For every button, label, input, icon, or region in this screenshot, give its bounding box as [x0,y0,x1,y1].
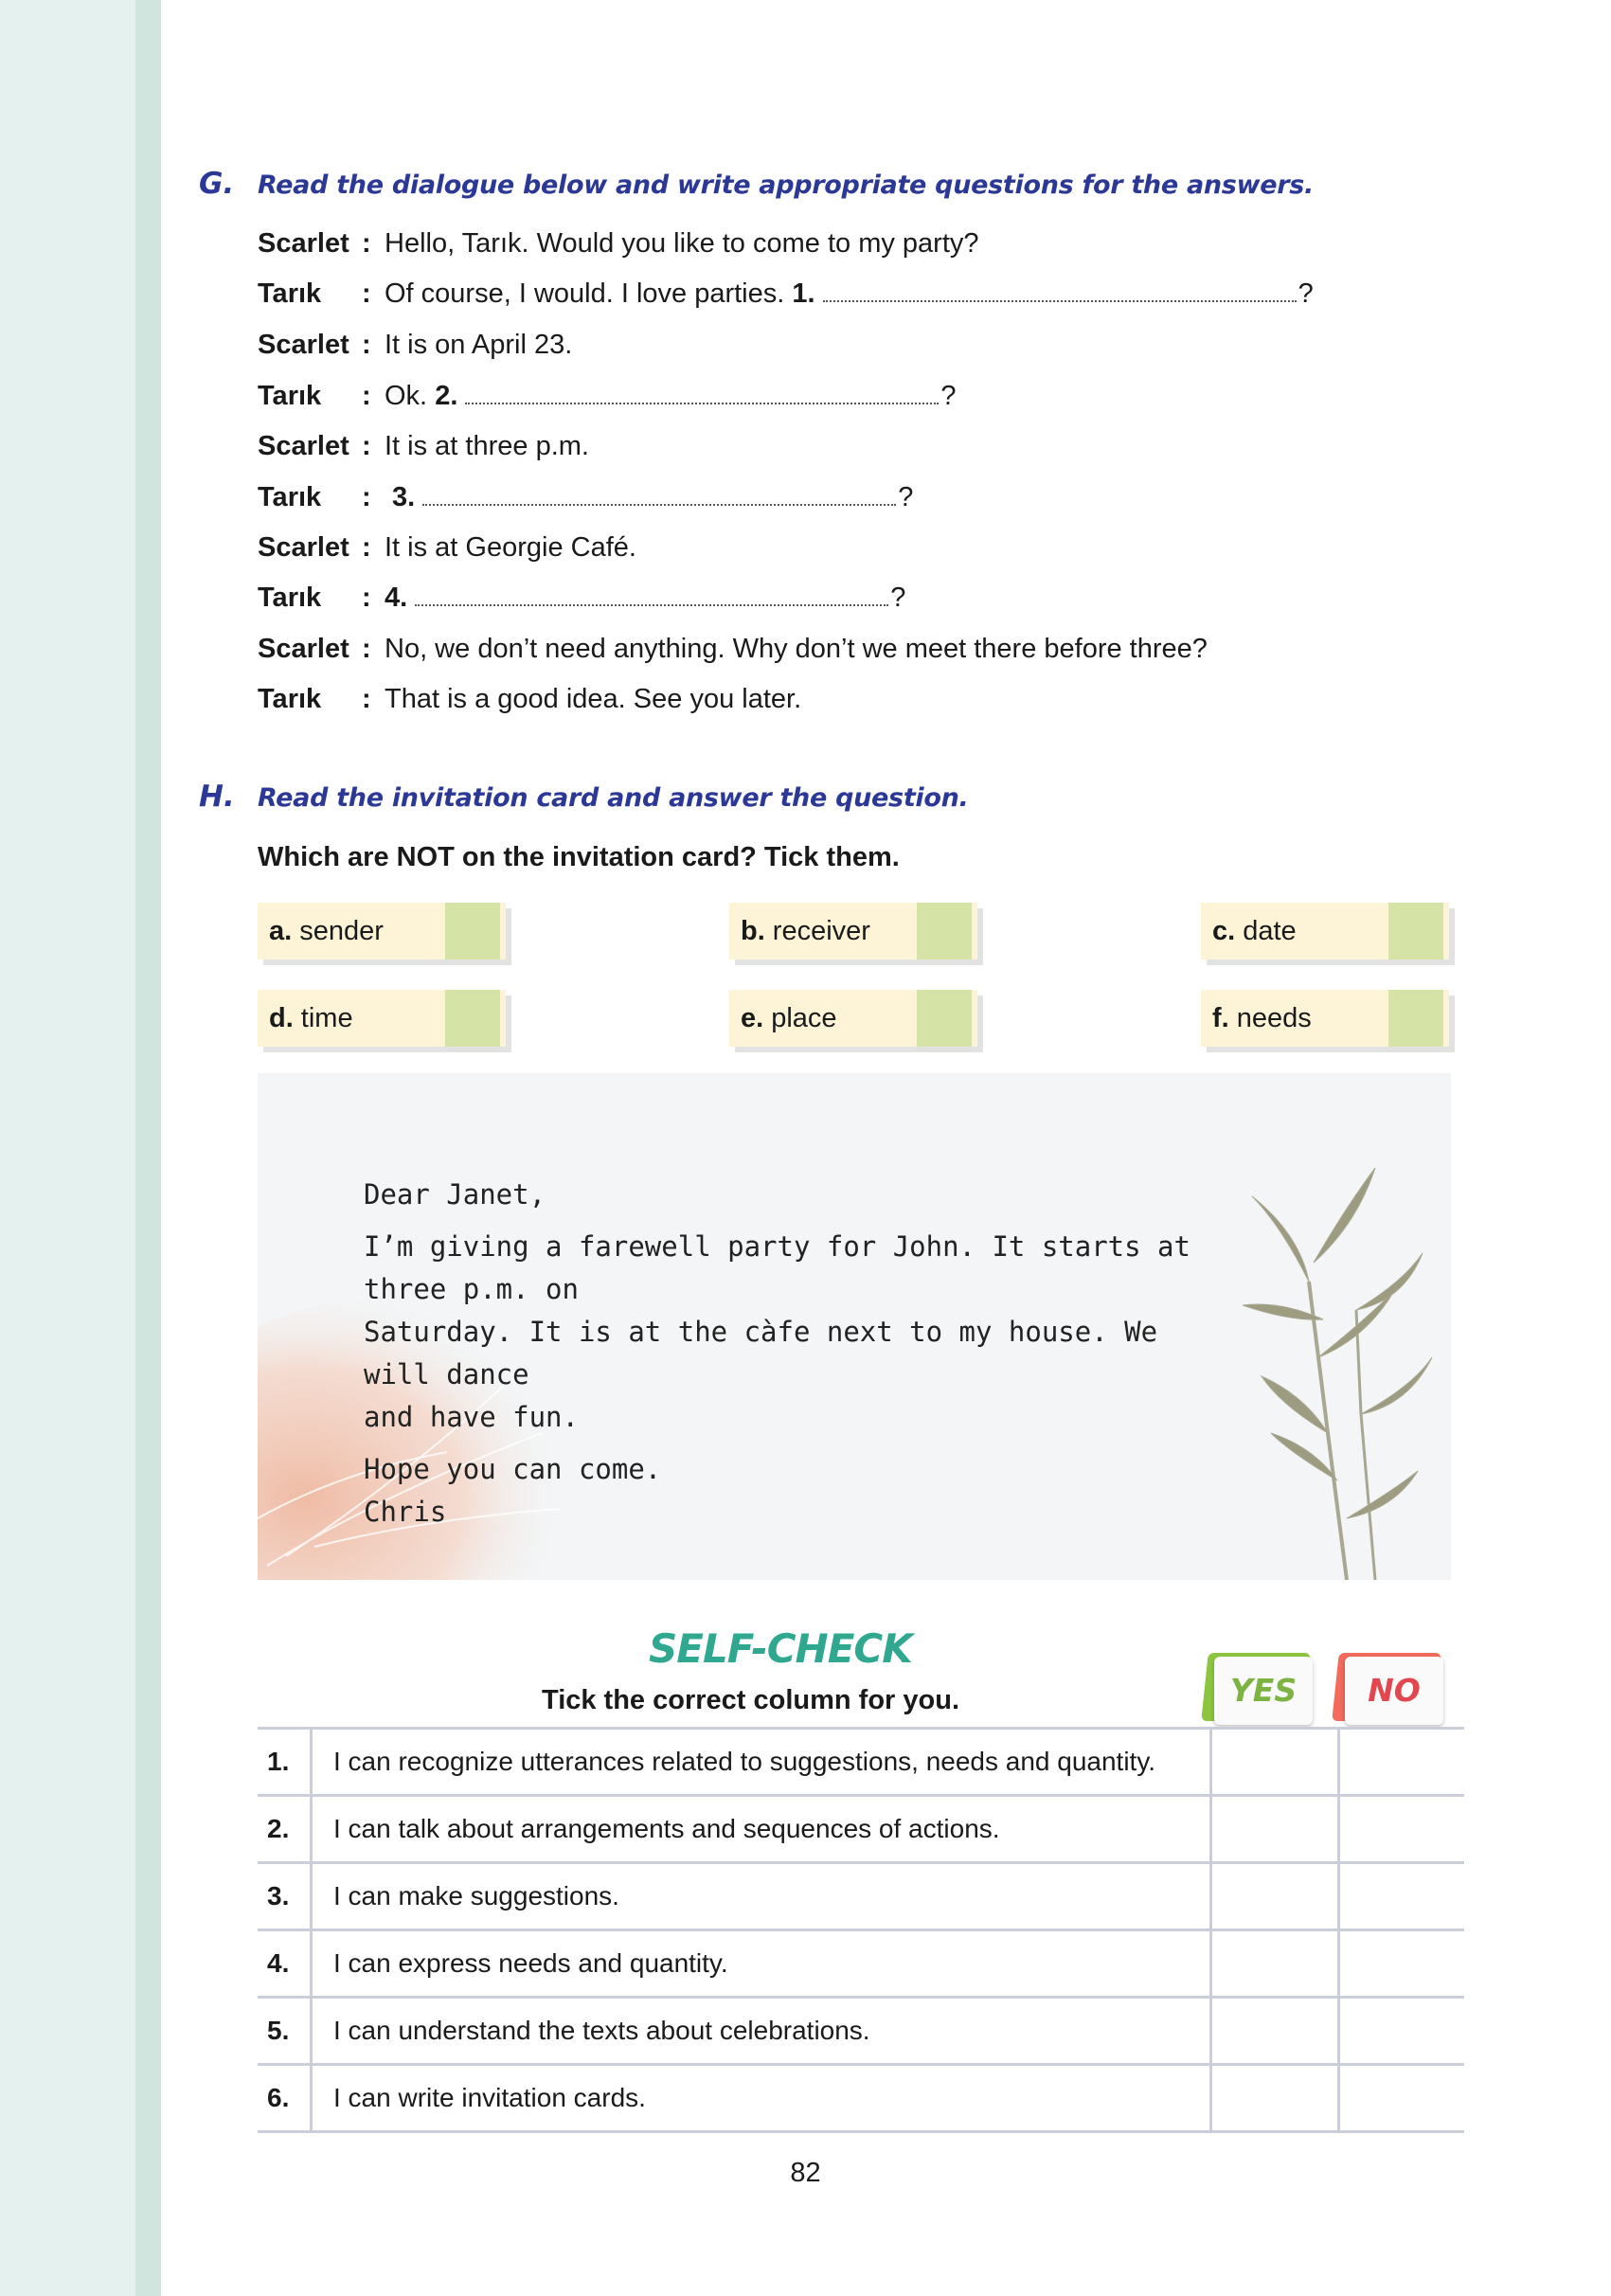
option-letter: b. [741,916,765,946]
table-row [258,2066,1464,2133]
blank-number: 4. [385,583,408,613]
tick-box[interactable] [1388,990,1443,1047]
self-check-table [258,1730,1464,2133]
blank-number: 3. [392,482,416,512]
line-text: That is a good idea. See you later. [385,684,802,714]
speaker: Tarık [258,278,322,309]
tick-box[interactable] [917,903,972,960]
table-row [258,1864,1464,1931]
question-mark: ? [940,381,957,411]
line-text: It is at Georgie Café. [385,532,636,563]
row-number: 1. [267,1747,290,1776]
table-row [258,1931,1464,1999]
row-text: I can recognize utterances related to suggestions, needs and quantity. [333,1747,1156,1776]
colon: : [362,330,371,360]
colon: : [362,381,371,411]
blank-number: 1. [792,278,815,309]
answer-blank[interactable] [465,384,939,404]
speaker: Tarık [258,381,322,411]
yes-column-header [1205,1653,1316,1725]
question-mark: ? [1298,278,1314,309]
section-g-title: Read the dialogue below and write appropriate questions for the answers. [258,170,1314,200]
yes-label: YES [1214,1657,1313,1725]
blank-number: 2. [435,381,458,411]
bamboo-icon [1243,1168,1432,1580]
page-margin-strip-inner [135,0,161,2296]
option-sender [258,903,506,960]
page-margin-strip [0,0,135,2296]
option-label: place [771,1003,837,1033]
colon: : [362,684,371,714]
colon: : [362,228,371,259]
line-text: No, we don’t need anything. Why don’t we meet there before three? [385,634,1208,664]
row-text: I can express needs and quantity. [333,1948,728,1978]
line-text: Hello, Tarık. Would you like to come to my party? [385,228,979,259]
yes-cell[interactable] [1212,1797,1337,1861]
invitation-card [258,1073,1451,1580]
answer-blank[interactable] [422,485,896,506]
speaker: Tarık [258,482,322,512]
option-place [729,990,977,1047]
option-letter: a. [269,916,293,946]
table-row [258,1797,1464,1864]
body-line: I’m giving a farewell party for John. It starts at three p.m. on [364,1230,1190,1305]
option-time [258,990,506,1047]
section-g-letter: G. [199,167,235,201]
no-cell[interactable] [1340,1797,1464,1861]
line-text: It is on April 23. [385,330,573,360]
option-label: sender [299,916,384,946]
row-number: 5. [267,2016,290,2045]
invitation-text [364,1174,1235,1534]
speaker: Tarık [258,583,322,613]
self-check-subtitle: Tick the correct column for you. [542,1685,960,1715]
yes-cell[interactable] [1212,1730,1337,1794]
line-text: It is at three p.m. [385,431,589,461]
option-label: date [1243,916,1297,946]
body-line: Saturday. It is at the càfe next to my house. We will dance [364,1316,1158,1390]
row-text: I can understand the texts about celebrations. [333,2016,870,2045]
no-label: NO [1345,1657,1443,1725]
closing: Hope you can come. [364,1453,662,1485]
no-cell[interactable] [1340,1931,1464,1996]
question-mark: ? [890,583,906,613]
colon: : [362,532,371,563]
no-cell[interactable] [1340,1864,1464,1928]
tick-box[interactable] [445,903,500,960]
speaker: Tarık [258,684,322,714]
row-number: 2. [267,1814,290,1843]
row-text: I can write invitation cards. [333,2083,646,2112]
row-text: I can make suggestions. [333,1881,619,1910]
answer-blank[interactable] [415,585,888,606]
speaker: Scarlet [258,532,349,563]
table-row [258,1730,1464,1797]
colon: : [362,278,371,309]
no-cell[interactable] [1340,2066,1464,2130]
greeting: Dear Janet, [364,1178,546,1211]
yes-cell[interactable] [1212,1931,1337,1996]
no-column-header [1335,1653,1447,1725]
yes-cell[interactable] [1212,2066,1337,2130]
yes-cell[interactable] [1212,1999,1337,2063]
option-receiver [729,903,977,960]
speaker: Scarlet [258,431,349,461]
tick-box[interactable] [1388,903,1443,960]
body-line: and have fun. [364,1401,579,1433]
tick-box[interactable] [445,990,500,1047]
signature: Chris [364,1496,447,1528]
colon: : [362,634,371,664]
section-h-title: Read the invitation card and answer the question. [258,783,969,813]
row-number: 3. [267,1881,290,1910]
row-number: 4. [267,1948,290,1978]
answer-blank[interactable] [823,281,1297,302]
tick-box[interactable] [917,990,972,1047]
option-letter: f. [1212,1003,1229,1033]
speaker: Scarlet [258,330,349,360]
table-row [258,1999,1464,2066]
question-text: Which are NOT on the invitation card? Tick them. [258,842,900,872]
no-cell[interactable] [1340,1730,1464,1794]
option-needs [1201,990,1449,1047]
colon: : [362,482,371,512]
question-mark: ? [898,482,914,512]
option-label: needs [1236,1003,1312,1033]
line-text: Of course, I would. I love parties. [385,278,785,309]
colon: : [362,583,371,613]
line-text: Ok. [385,381,428,411]
option-label: time [300,1003,353,1033]
no-cell[interactable] [1340,1999,1464,2063]
row-text: I can talk about arrangements and sequences of actions. [333,1814,1000,1843]
yes-cell[interactable] [1212,1864,1337,1928]
self-check-title: SELF-CHECK [649,1625,912,1672]
colon: : [362,431,371,461]
option-date [1201,903,1449,960]
speaker: Scarlet [258,634,349,664]
option-letter: d. [269,1003,294,1033]
option-letter: e. [741,1003,764,1033]
option-label: receiver [772,916,870,946]
page-number: 82 [790,2158,821,2188]
section-h-letter: H. [199,780,235,814]
option-letter: c. [1212,916,1236,946]
row-number: 6. [267,2083,290,2112]
speaker: Scarlet [258,228,349,259]
